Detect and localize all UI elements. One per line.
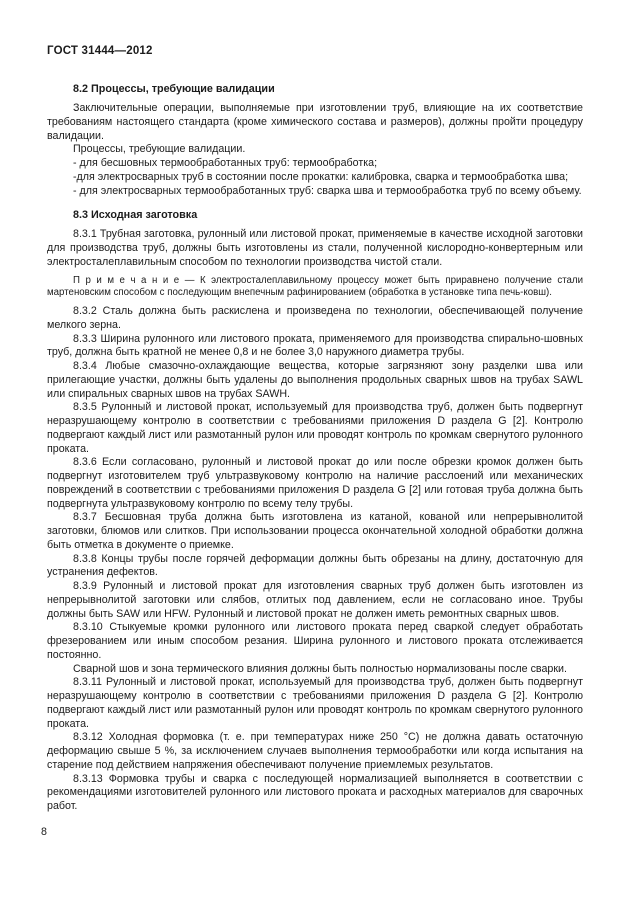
paragraph-8-3-13: 8.3.13 Формовка трубы и сварка с последующей нормализацией выполняется в соответствии с рекомендациями изготовителей рулонного или листового проката и расходных материалов для сварочных работ.	[47, 772, 583, 813]
paragraph-8-3-6: 8.3.6 Если согласовано, рулонный и листовой прокат до или после обрезки кромок должен быть подвергнут изготовителем труб ультразвуковому контролю на наличие расслоений или механических повреждений в соответствии с требованиями приложения D раздела G [2] или готовая труба должна быть подвергнута ультразвуковому контролю по всему телу трубы.	[47, 456, 583, 510]
list-item-heat-treated: - для электросварных термообработанных труб: сварка шва и термообработка труб по всему объему.	[73, 184, 582, 197]
paragraph-8-3-1: 8.3.1 Трубная заготовка, рулонный или листовой прокат, применяемые в качестве исходной заготовки для производства труб, должны быть изготовлены из стали, полученной кислородно-конвертерным или электросталеплавильным способом по технологии производства чистой стали.	[47, 228, 583, 268]
list-item-seamless: - для бесшовных термообработанных труб: термообработка;	[73, 157, 378, 169]
paragraph-weld-seam: Сварной шов и зона термического влияния должны быть полностью нормализованы после сварки.	[73, 662, 567, 675]
paragraph-8-3-9: 8.3.9 Рулонный и листовой прокат для изготовления сварных труб должен быть изготовлен из непрерывнолитой заготовки или слябов, отлитых под давлением, если не согласовано иное. Трубы должны быть SAW или HFW. Рулонный и листовой прокат не должен иметь ремонтных сварных швов.	[47, 580, 583, 620]
heading-8-2: 8.2 Процессы, требующие валидации	[73, 83, 275, 95]
list-item-welded: -для электросварных труб в состоянии после прокатки: калибровка, сварка и термообработка шва;	[73, 170, 569, 183]
paragraph-8-3-12: 8.3.12 Холодная формовка (т. е. при температурах ниже 250 °С) не должна давать остаточную деформацию свыше 5 %, за исключением случаев выполнения термообработки или когда испытания на старение под действием напряжения обеспечивают получение приемлемых результатов.	[47, 731, 583, 771]
paragraph-8-2-intro: Заключительные операции, выполняемые при изготовлении труб, влияющие на их соответствие требованиям настоящего стандарта (кроме химического состава и размеров), должны пройти процедуру валидации.	[47, 102, 583, 142]
paragraph-8-3-5: 8.3.5 Рулонный и листовой прокат, используемый для производства труб, должен быть подвергнут неразрушающему контролю в соответствии с требованиями приложения D раздела G [2]. Контролю подвергают каждый лист или размотанный рулон или проводят контроль по кромкам свернутого рулонного проката.	[47, 401, 583, 455]
paragraph-8-3-2: 8.3.2 Сталь должна быть раскислена и произведена по технологии, обеспечивающей получение мелкого зерна.	[47, 305, 583, 331]
note-8-3-1: П р и м е ч а н и е — К электросталеплавильному процессу может быть приравнено получение стали мартеновским способом с последующим внепечным рафинированием (обработка в установке типа печь-ковш).	[47, 274, 583, 298]
paragraph-8-3-8: 8.3.8 Концы трубы после горячей деформации должны быть обрезаны на длину, достаточную для устранения дефектов.	[47, 552, 583, 579]
page-number: 8	[41, 826, 47, 838]
page-content	[47, 83, 583, 814]
paragraph-8-3-4: 8.3.4 Любые смазочно-охлаждающие вещества, которые загрязняют зону разделки шва или прилегающие участки, должны быть удалены до выполнения продольных сварных швов на трубах SAWL или спиральных сварных швов на трубах SAWH.	[47, 360, 583, 400]
paragraph-8-3-3: 8.3.3 Ширина рулонного или листового проката, применяемого для производства спирально-шовных труб, должна быть кратной не менее 0,8 и не более 3,0 наружного диаметра трубы.	[47, 332, 583, 359]
paragraph-8-3-11: 8.3.11 Рулонный и листовой прокат, используемый для производства труб, должен быть подвергнут неразрушающему контролю в соответствии с требованиями приложения D раздела G [2]. Контролю подвергают каждый лист или размотанный рулон или проводят контроль по кромкам свернутого рулонного проката.	[47, 676, 583, 730]
paragraph-8-3-10: 8.3.10 Стыкуемые кромки рулонного или листового проката перед сваркой следует обработать фрезерованием или иным способом резания. Ширина рулонного и листового проката отслеживается постоянно.	[47, 621, 583, 661]
heading-8-3: 8.3 Исходная заготовка	[73, 209, 198, 222]
paragraph-processes: Процессы, требующие валидации.	[73, 143, 246, 156]
paragraph-8-3-7: 8.3.7 Бесшовная труба должна быть изготовлена из катаной, кованой или непрерывнолитой заготовки, блюмов или слитков. При использовании процесса окончательной холодной обработки должна быть отметка в документе о приемке.	[47, 511, 583, 551]
doc-number: ГОСТ 31444—2012	[47, 45, 153, 57]
